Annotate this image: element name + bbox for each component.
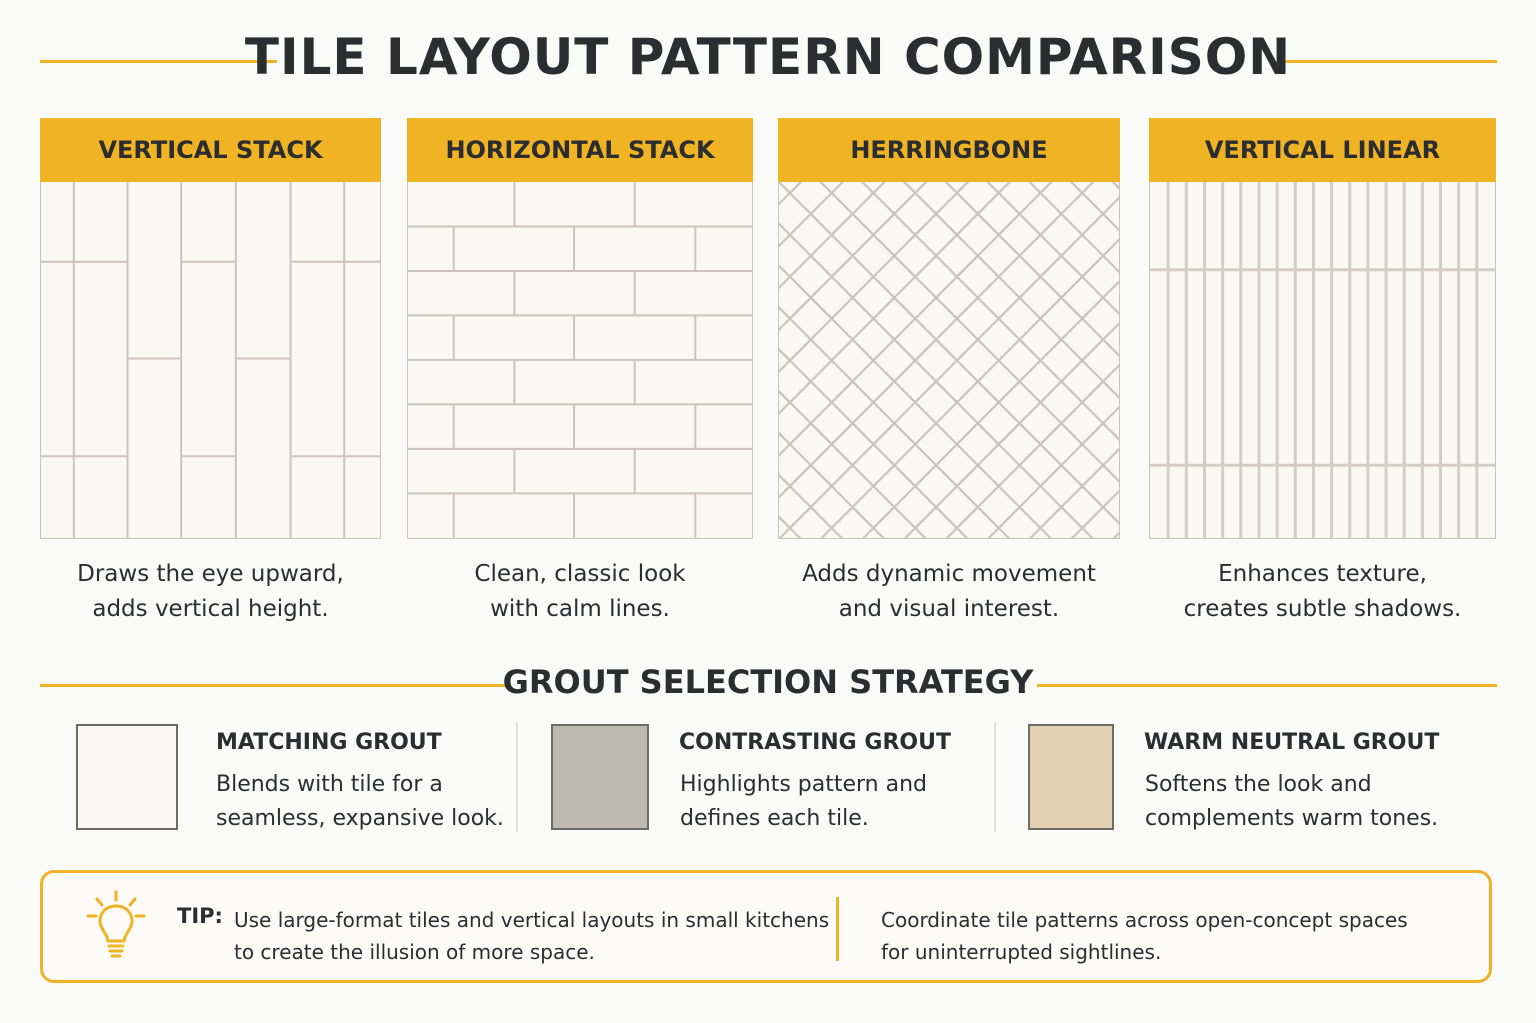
- grout-divider: [516, 722, 518, 832]
- pattern-card-horizontal-stack: [407, 118, 753, 627]
- tip-text: Use large-format tiles and vertical layouts in small kitchens to create the illusion of more space.: [234, 908, 830, 964]
- grout-description: Blends with tile for a seamless, expansive look.: [216, 772, 504, 831]
- grout-section-title: GROUT SELECTION STRATEGY: [502, 663, 1034, 701]
- tip-text-secondary: Coordinate tile patterns across open-concept spaces for uninterrupted sightlines.: [881, 908, 1408, 964]
- pattern-header: HORIZONTAL STACK: [407, 118, 753, 182]
- grout-description: Softens the look and complements warm tones.: [1145, 772, 1439, 831]
- grout-title: WARM NEUTRAL GROUT: [1144, 730, 1440, 755]
- tip-box: [40, 870, 1492, 983]
- pattern-card-herringbone: [778, 118, 1120, 627]
- pattern-card-vertical-stack: [40, 118, 381, 627]
- grout-divider: [994, 722, 996, 832]
- pattern-description: Clean, classic look with calm lines.: [474, 561, 686, 622]
- grout-swatch: [1028, 724, 1114, 830]
- pattern-description: Draws the eye upward, adds vertical height.: [77, 561, 344, 622]
- pattern-header: HERRINGBONE: [778, 118, 1120, 182]
- pattern-header: VERTICAL STACK: [40, 118, 381, 182]
- pattern-card-vertical-linear: [1149, 118, 1496, 627]
- grout-title: MATCHING GROUT: [216, 730, 442, 755]
- grout-swatch: [551, 724, 649, 830]
- grout-swatch: [76, 724, 178, 830]
- lightbulb-icon: [85, 889, 147, 961]
- pattern-header: VERTICAL LINEAR: [1149, 118, 1496, 182]
- tip-label: TIP:: [177, 904, 223, 928]
- page-title: TILE LAYOUT PATTERN COMPARISON: [244, 28, 1292, 86]
- grout-description: Highlights pattern and defines each tile.: [680, 772, 927, 831]
- horizontal-stack-tile-illustration: [407, 182, 753, 539]
- tip-separator: [836, 897, 839, 961]
- grout-title: CONTRASTING GROUT: [679, 730, 951, 755]
- vertical-linear-tile-illustration: [1149, 182, 1496, 539]
- herringbone-tile-illustration: [778, 182, 1120, 539]
- pattern-description: Adds dynamic movement and visual interest.: [802, 561, 1096, 622]
- pattern-description: Enhances texture, creates subtle shadows.: [1183, 561, 1462, 622]
- vertical-stack-tile-illustration: [40, 182, 381, 539]
